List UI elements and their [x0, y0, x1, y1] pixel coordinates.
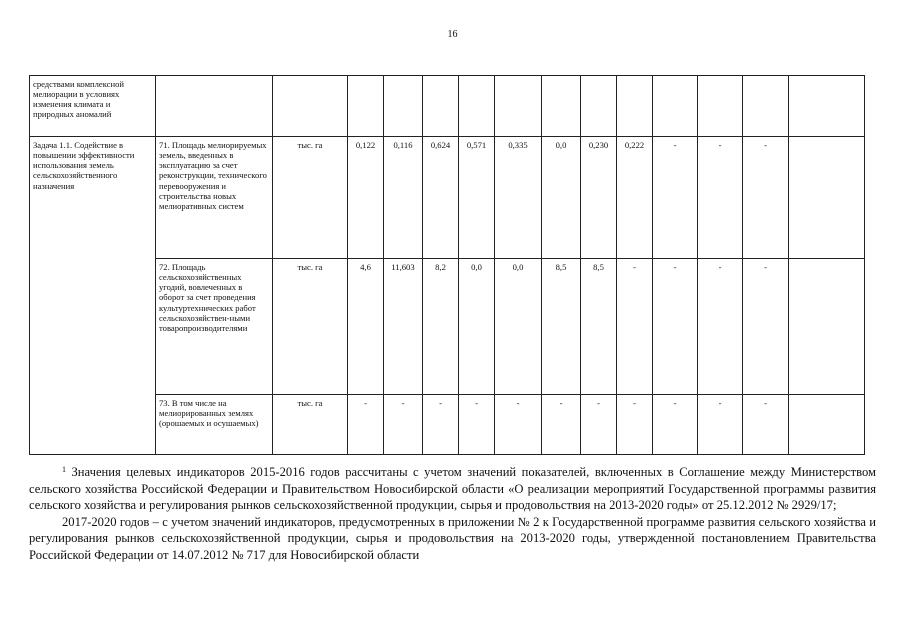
indicators-table [29, 75, 865, 455]
value-cell: - [743, 395, 789, 455]
footnote-paragraph-1 [29, 462, 876, 514]
value-cell: 0,335 [495, 137, 542, 259]
value-cell: - [581, 395, 617, 455]
value-cell: - [542, 395, 581, 455]
value-cell [789, 395, 865, 455]
value-cell: - [698, 259, 743, 395]
value-cell: - [617, 259, 653, 395]
value-cell: - [348, 395, 384, 455]
value-cell: - [698, 395, 743, 455]
value-cell: - [653, 137, 698, 259]
value-cell: - [423, 395, 459, 455]
indicator-cell: 72. Площадь сельскохозяйственных угодий, вовлеченных в оборот за счет проведения культуртехнических работ сельскохозяйствен-ными товаропроизводителями [156, 259, 273, 395]
table-row [30, 137, 865, 259]
value-cell: 11,603 [384, 259, 423, 395]
table-row [30, 259, 865, 395]
value-cell: 0,624 [423, 137, 459, 259]
value-cell [789, 259, 865, 395]
value-cell: 8,5 [542, 259, 581, 395]
page-number: 16 [447, 29, 458, 40]
value-cell: - [495, 395, 542, 455]
footnote-text-1: Значения целевых индикаторов 2015-2016 годов рассчитаны с учетом значений показателей, включенных в Соглашение между Министерством сельского хозяйства Российской Федерации и Правительством Новосибирской области «О реализации мероприятий Государственной программы развития сельского хозяйства и регулирования рынков сельскохозяйственной продукции, сырья и продовольствия на 2013-2020 годы» от 25.12.2012 № 2929/17; [29, 465, 876, 513]
value-cell: 8,5 [581, 259, 617, 395]
task-cell: средствами комплексной мелиорации в условиях изменения климата и природных аномалий [30, 76, 156, 137]
value-cell: - [617, 395, 653, 455]
value-cell: 0,122 [348, 137, 384, 259]
value-cell: 0,0 [542, 137, 581, 259]
unit-cell: тыс. га [273, 259, 348, 395]
value-cell [789, 137, 865, 259]
unit-cell: тыс. га [273, 395, 348, 455]
value-cell: - [743, 259, 789, 395]
value-cell: 4,6 [348, 259, 384, 395]
value-cell: - [743, 137, 789, 259]
value-cell: 0,571 [459, 137, 495, 259]
value-cell: 0,230 [581, 137, 617, 259]
value-cell: 8,2 [423, 259, 459, 395]
value-cell: - [698, 137, 743, 259]
value-cell: 0,222 [617, 137, 653, 259]
footnotes [29, 462, 876, 564]
unit-cell: тыс. га [273, 137, 348, 259]
footnote-paragraph-2 [29, 514, 876, 564]
value-cell: - [384, 395, 423, 455]
value-cell: - [653, 259, 698, 395]
footnote-marker: 1 [62, 465, 66, 474]
table-row [30, 76, 865, 137]
value-cell: - [459, 395, 495, 455]
value-cell: 0,0 [495, 259, 542, 395]
table-row [30, 395, 865, 455]
footnote-text-2: 2017-2020 годов – с учетом значений индикаторов, предусмотренных в приложении № 2 к Государственной программе развития сельского хозяйства и регулирования рынков сельскохозяйственной продукции, сырья и продовольствия на 2013-2020 годы, утвержденной постановлением Правительства Российской Федерации от 14.07.2012 № 717 для Новосибирской области [29, 514, 876, 562]
indicator-cell: 71. Площадь мелиорируемых земель, введенных в эксплуатацию за счет реконструкции, технического перевооружения и строительства новых мелиоративных систем [156, 137, 273, 259]
value-cell: 0,0 [459, 259, 495, 395]
task-cell: Задача 1.1. Содействие в повышении эффективности использования земель сельскохозяйственного назначения [30, 137, 156, 455]
value-cell: - [653, 395, 698, 455]
value-cell: 0,116 [384, 137, 423, 259]
indicator-cell: 73. В том числе на мелиорированных землях (орошаемых и осушаемых) [156, 395, 273, 455]
